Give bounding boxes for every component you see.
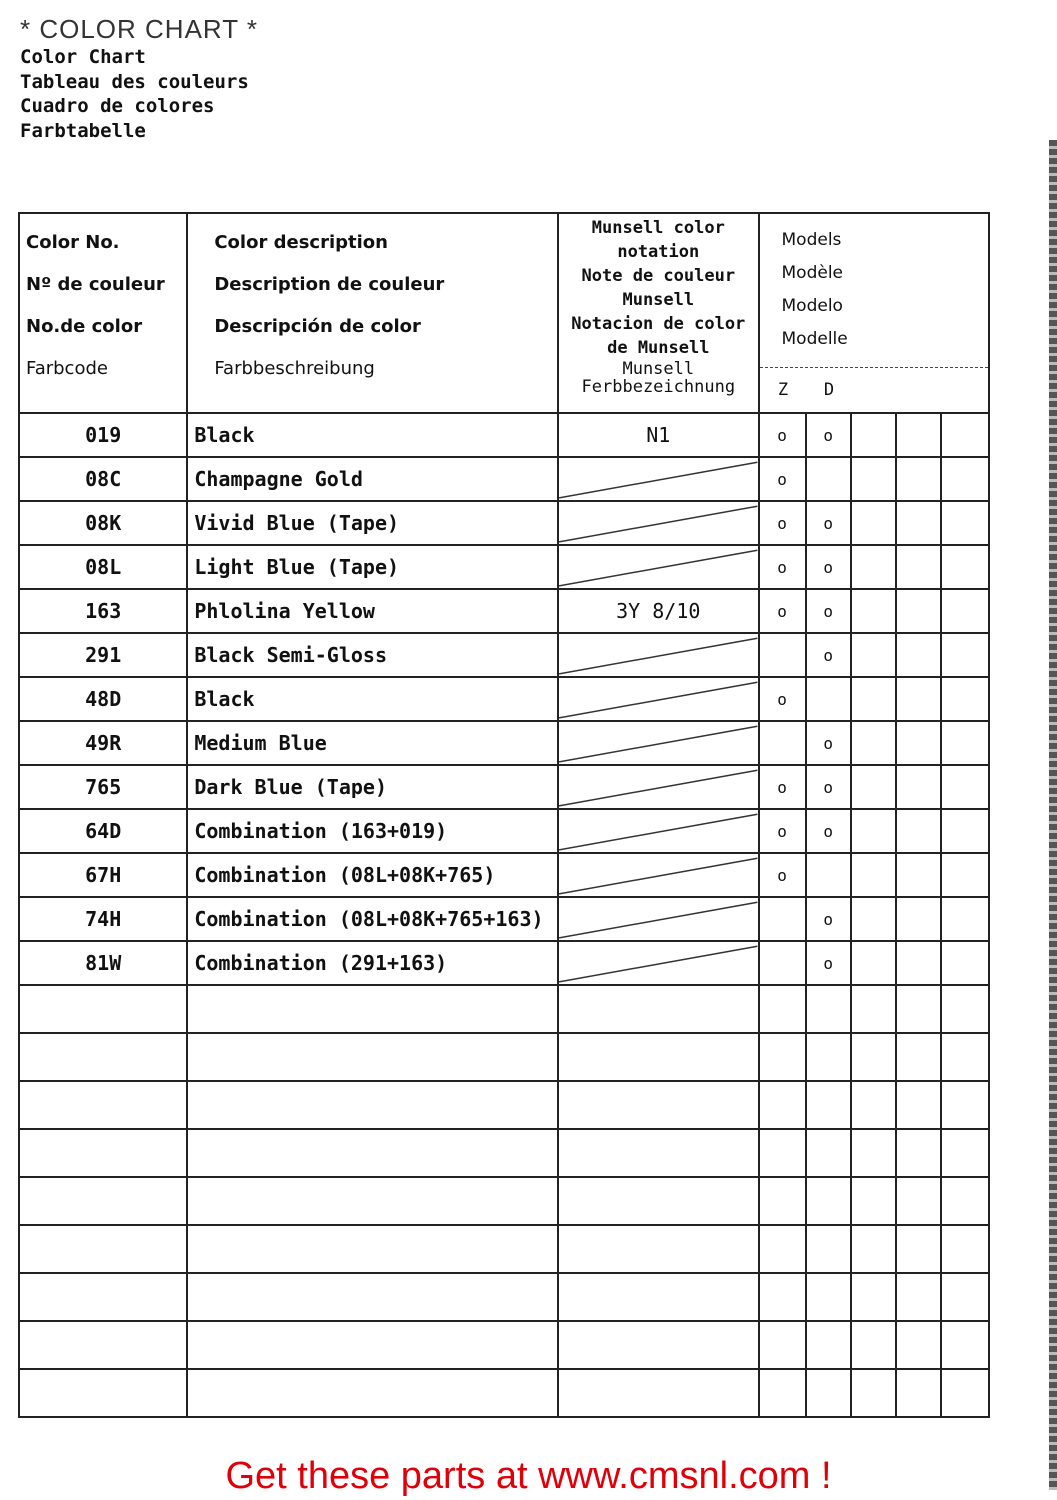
empty-cell (851, 1369, 896, 1417)
color-code: 291 (19, 633, 187, 677)
header-description (187, 213, 558, 413)
header-row (19, 213, 989, 413)
color-description: Light Blue (Tape) (187, 545, 558, 589)
empty-cell (187, 1177, 558, 1225)
munsell-notation (558, 545, 758, 589)
empty-cell (941, 1273, 989, 1321)
model-mark (896, 589, 941, 633)
model-mark (941, 721, 989, 765)
model-mark: o (806, 941, 851, 985)
model-column-z: Z (777, 380, 789, 400)
model-mark: o (806, 633, 851, 677)
model-mark (806, 853, 851, 897)
model-mark: o (759, 545, 806, 589)
model-mark (851, 501, 896, 545)
model-mark (941, 413, 989, 457)
munsell-notation (558, 853, 758, 897)
empty-cell (759, 1033, 806, 1081)
model-mark (759, 941, 806, 985)
model-mark (851, 545, 896, 589)
model-mark (851, 721, 896, 765)
color-code: 67H (19, 853, 187, 897)
empty-cell (941, 1321, 989, 1369)
munsell-value: N1 (646, 423, 671, 447)
subtitle: Farbtabelle (20, 119, 146, 142)
empty-cell (187, 1369, 558, 1417)
empty-cell (896, 1321, 941, 1369)
color-description: Combination (163+019) (187, 809, 558, 853)
model-mark (941, 501, 989, 545)
empty-row (19, 1273, 989, 1321)
footer-link[interactable]: Get these parts at www.cmsnl.com ! (225, 1455, 832, 1497)
empty-cell (19, 1225, 187, 1273)
munsell-notation (558, 633, 758, 677)
model-mark (806, 457, 851, 501)
header-label: Farbcode (26, 358, 108, 379)
model-mark (896, 897, 941, 941)
model-mark: o (806, 765, 851, 809)
model-mark (896, 721, 941, 765)
color-description: Champagne Gold (187, 457, 558, 501)
model-mark (941, 545, 989, 589)
header-label: Descripción de color (214, 316, 421, 337)
empty-cell (558, 1321, 758, 1369)
empty-cell (759, 1177, 806, 1225)
empty-row (19, 1225, 989, 1273)
model-mark (851, 677, 896, 721)
model-mark (941, 897, 989, 941)
color-code: 48D (19, 677, 187, 721)
color-code: 64D (19, 809, 187, 853)
model-mark (941, 457, 989, 501)
model-mark (941, 941, 989, 985)
model-mark: o (806, 589, 851, 633)
header-label: Farbbeschreibung (214, 358, 375, 379)
empty-cell (19, 1033, 187, 1081)
table-row (19, 501, 989, 545)
model-mark: o (806, 721, 851, 765)
empty-cell (851, 1081, 896, 1129)
empty-cell (806, 1321, 851, 1369)
empty-cell (558, 1081, 758, 1129)
empty-row (19, 1321, 989, 1369)
color-description: Black Semi-Gloss (187, 633, 558, 677)
header-label: Munsell (622, 290, 695, 310)
header-label: Modèle (781, 263, 844, 283)
empty-cell (187, 1225, 558, 1273)
empty-cell (896, 1177, 941, 1225)
model-mark (851, 633, 896, 677)
empty-cell (187, 985, 558, 1033)
empty-cell (558, 1177, 758, 1225)
empty-cell (759, 1081, 806, 1129)
header-label: Note de couleur (581, 266, 736, 286)
color-description: Combination (08L+08K+765+163) (187, 897, 558, 941)
empty-cell (759, 985, 806, 1033)
model-mark: o (759, 765, 806, 809)
munsell-notation (558, 677, 758, 721)
model-mark: o (759, 413, 806, 457)
model-mark (896, 809, 941, 853)
table-row (19, 677, 989, 721)
model-mark (941, 809, 989, 853)
color-code: 163 (19, 589, 187, 633)
empty-cell (851, 1225, 896, 1273)
model-mark (851, 413, 896, 457)
color-chart-table (18, 212, 990, 1418)
color-description: Combination (08L+08K+765) (187, 853, 558, 897)
model-mark: o (759, 853, 806, 897)
model-mark: o (806, 809, 851, 853)
header-code (19, 213, 187, 413)
empty-cell (941, 1081, 989, 1129)
empty-cell (759, 1129, 806, 1177)
empty-cell (806, 1033, 851, 1081)
empty-cell (806, 1225, 851, 1273)
model-mark: o (759, 457, 806, 501)
header-label: Models (781, 230, 842, 250)
empty-cell (558, 985, 758, 1033)
model-mark: o (759, 501, 806, 545)
empty-cell (851, 1273, 896, 1321)
empty-cell (187, 1321, 558, 1369)
empty-cell (896, 1225, 941, 1273)
empty-cell (558, 1225, 758, 1273)
empty-cell (558, 1033, 758, 1081)
empty-cell (19, 985, 187, 1033)
empty-cell (759, 1321, 806, 1369)
model-mark (851, 809, 896, 853)
model-mark (851, 589, 896, 633)
subtitle: Tableau des couleurs (20, 70, 249, 93)
empty-cell (851, 1177, 896, 1225)
model-mark (851, 765, 896, 809)
munsell-notation (558, 941, 758, 985)
model-mark (941, 765, 989, 809)
header-label: Modelo (781, 296, 843, 316)
table-row (19, 853, 989, 897)
model-mark (806, 677, 851, 721)
empty-cell (806, 1369, 851, 1417)
model-columns (760, 367, 989, 412)
model-mark: o (759, 677, 806, 721)
empty-cell (941, 1369, 989, 1417)
model-mark (941, 589, 989, 633)
model-mark (896, 633, 941, 677)
empty-cell (896, 1081, 941, 1129)
model-mark (759, 721, 806, 765)
model-mark (941, 633, 989, 677)
model-mark (851, 941, 896, 985)
not-applicable-slash (559, 634, 757, 676)
model-mark (851, 853, 896, 897)
empty-cell (19, 1081, 187, 1129)
empty-cell (941, 1225, 989, 1273)
empty-row (19, 1177, 989, 1225)
empty-cell (558, 1129, 758, 1177)
color-description: Dark Blue (Tape) (187, 765, 558, 809)
munsell-notation (558, 721, 758, 765)
empty-cell (558, 1273, 758, 1321)
table-row (19, 809, 989, 853)
header-models (759, 213, 990, 413)
not-applicable-slash (559, 502, 757, 544)
empty-cell (941, 985, 989, 1033)
empty-cell (19, 1129, 187, 1177)
empty-cell (187, 1129, 558, 1177)
header-label: Ferbbezeichnung (581, 377, 736, 397)
empty-row (19, 1081, 989, 1129)
empty-row (19, 1129, 989, 1177)
header-label: Modelle (781, 329, 848, 349)
model-mark (941, 853, 989, 897)
header-label: Notacion de color (571, 314, 746, 334)
empty-cell (896, 1369, 941, 1417)
empty-cell (759, 1273, 806, 1321)
empty-cell (806, 1129, 851, 1177)
table-row (19, 941, 989, 985)
header-munsell (558, 213, 758, 413)
empty-cell (19, 1177, 187, 1225)
not-applicable-slash (559, 810, 757, 852)
empty-row (19, 1369, 989, 1417)
header-label: Munsell color (591, 218, 725, 238)
color-code: 765 (19, 765, 187, 809)
not-applicable-slash (559, 678, 757, 720)
empty-cell (187, 1273, 558, 1321)
model-column-d: D (823, 380, 835, 400)
model-mark: o (759, 809, 806, 853)
empty-cell (19, 1369, 187, 1417)
color-description: Vivid Blue (Tape) (187, 501, 558, 545)
model-mark (941, 677, 989, 721)
model-mark (896, 941, 941, 985)
not-applicable-slash (559, 854, 757, 896)
scan-edge (1049, 140, 1057, 1490)
color-code: 08L (19, 545, 187, 589)
not-applicable-slash (559, 546, 757, 588)
model-mark (896, 677, 941, 721)
subtitle: Cuadro de colores (20, 95, 215, 117)
empty-cell (759, 1369, 806, 1417)
munsell-notation (558, 809, 758, 853)
color-description: Black (187, 413, 558, 457)
color-code: 08K (19, 501, 187, 545)
empty-row (19, 1033, 989, 1081)
empty-cell (851, 1129, 896, 1177)
not-applicable-slash (559, 766, 757, 808)
model-mark (759, 633, 806, 677)
header-label: Munsell (622, 359, 695, 379)
chart-titles (20, 14, 258, 143)
model-mark (896, 545, 941, 589)
empty-cell (806, 1177, 851, 1225)
empty-cell (851, 985, 896, 1033)
empty-cell (941, 1129, 989, 1177)
model-mark (896, 853, 941, 897)
table-row (19, 633, 989, 677)
subtitle: Color Chart (20, 46, 146, 68)
empty-cell (558, 1369, 758, 1417)
table-row (19, 457, 989, 501)
empty-cell (19, 1273, 187, 1321)
not-applicable-slash (559, 722, 757, 764)
color-description: Phlolina Yellow (187, 589, 558, 633)
empty-cell (896, 1129, 941, 1177)
empty-cell (896, 1033, 941, 1081)
table-row (19, 545, 989, 589)
empty-cell (19, 1321, 187, 1369)
empty-cell (941, 1177, 989, 1225)
model-mark (896, 413, 941, 457)
not-applicable-slash (559, 458, 757, 500)
model-mark: o (806, 501, 851, 545)
munsell-notation (558, 589, 758, 633)
munsell-notation (558, 413, 758, 457)
not-applicable-slash (559, 898, 757, 940)
empty-cell (759, 1225, 806, 1273)
model-mark (851, 897, 896, 941)
header-label: Color No. (26, 232, 120, 253)
color-code: 49R (19, 721, 187, 765)
empty-cell (806, 1273, 851, 1321)
empty-row (19, 985, 989, 1033)
header-label: Color description (214, 232, 388, 253)
empty-cell (851, 1321, 896, 1369)
not-applicable-slash (559, 942, 757, 984)
empty-cell (896, 985, 941, 1033)
munsell-notation (558, 897, 758, 941)
empty-cell (896, 1273, 941, 1321)
model-mark: o (806, 545, 851, 589)
header-label: Nº de couleur (26, 274, 165, 295)
color-code: 08C (19, 457, 187, 501)
empty-cell (187, 1033, 558, 1081)
empty-cell (851, 1033, 896, 1081)
munsell-notation (558, 501, 758, 545)
model-mark: o (806, 413, 851, 457)
color-description: Black (187, 677, 558, 721)
color-description: Combination (291+163) (187, 941, 558, 985)
table-row (19, 765, 989, 809)
model-mark (896, 457, 941, 501)
table-row (19, 413, 989, 457)
color-code: 74H (19, 897, 187, 941)
model-mark (759, 897, 806, 941)
model-mark (896, 765, 941, 809)
table-row (19, 589, 989, 633)
page-title: * COLOR CHART * (20, 14, 258, 44)
model-mark: o (806, 897, 851, 941)
color-code: 019 (19, 413, 187, 457)
header-label: notation (617, 242, 700, 262)
color-description: Medium Blue (187, 721, 558, 765)
model-mark: o (759, 589, 806, 633)
model-mark (851, 457, 896, 501)
table-row (19, 721, 989, 765)
munsell-notation (558, 765, 758, 809)
empty-cell (806, 985, 851, 1033)
header-label: No.de color (26, 316, 143, 337)
header-label: de Munsell (607, 338, 710, 358)
model-mark (896, 501, 941, 545)
empty-cell (806, 1081, 851, 1129)
empty-cell (941, 1033, 989, 1081)
table-row (19, 897, 989, 941)
munsell-value: 3Y 8/10 (616, 599, 701, 623)
header-label: Description de couleur (214, 274, 445, 295)
color-code: 81W (19, 941, 187, 985)
empty-cell (187, 1081, 558, 1129)
munsell-notation (558, 457, 758, 501)
